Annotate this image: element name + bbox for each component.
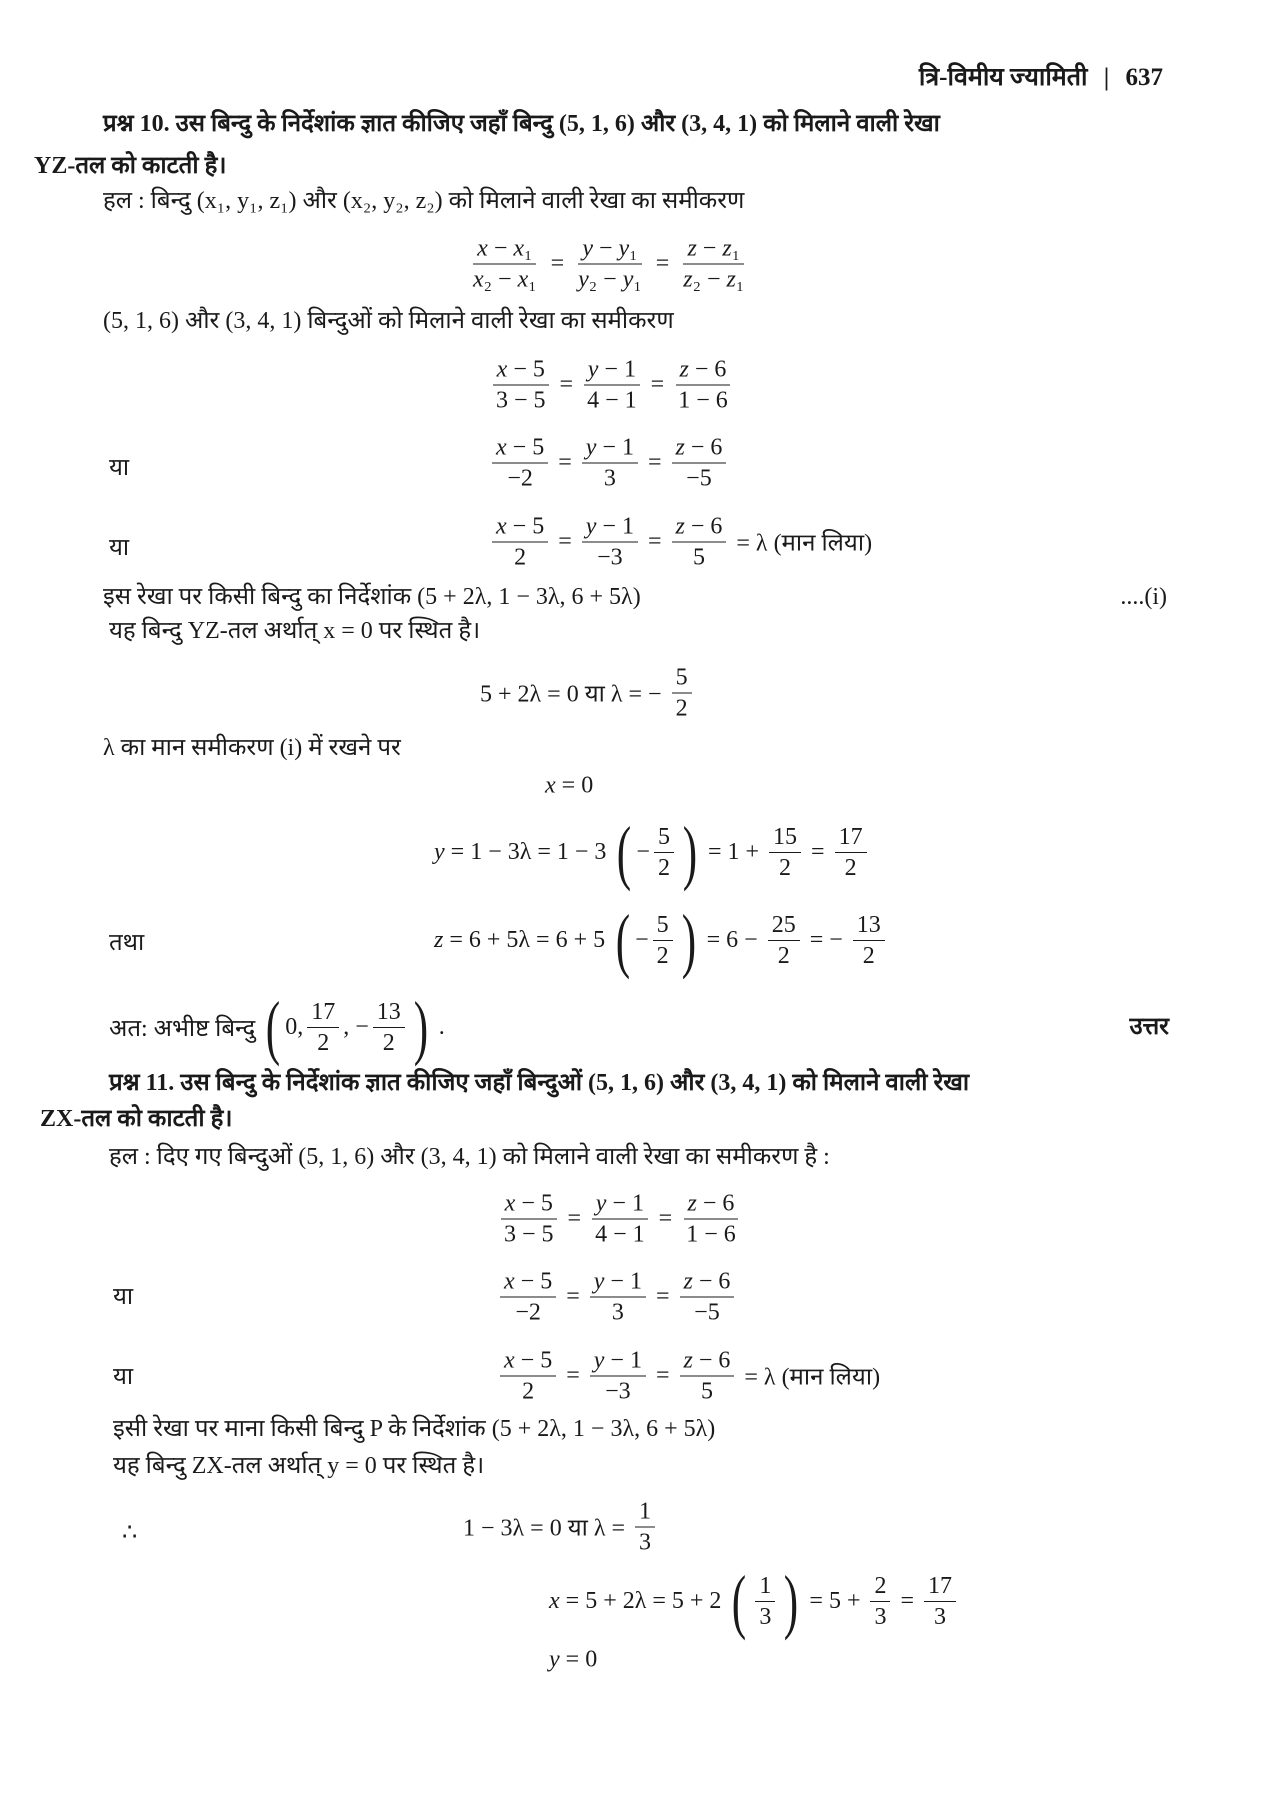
q11-therefore: ∴ [122, 1520, 138, 1546]
denominator: −5 [694, 1299, 720, 1326]
fraction [492, 512, 548, 573]
denominator: 5 [692, 544, 705, 571]
math-text: = − [809, 926, 843, 953]
right-paren: ) [784, 1561, 799, 1641]
math-variable: z [687, 235, 697, 262]
math-text: = [647, 449, 662, 476]
numerator: x − 5 [500, 1346, 556, 1377]
fraction [500, 1346, 556, 1407]
fraction [582, 512, 638, 573]
math-text: − [636, 838, 650, 865]
denominator: 3 − 5 [504, 1221, 554, 1248]
math-text: = λ (मान लिया) [744, 1364, 881, 1391]
fraction [373, 997, 405, 1058]
numerator: x − 5 [492, 433, 548, 464]
q11-solution-intro: हल : दिए गए बिन्दुओं (5, 1, 6) और (3, 4, 1) को मिलाने वाली रेखा का समीकरण है : [109, 1144, 830, 1170]
numerator: z − 6 [676, 355, 731, 386]
fraction [635, 1497, 655, 1558]
math-text: y = 1 − 3λ = 1 − 3 [434, 838, 607, 865]
math-variable: z [679, 356, 689, 383]
numerator: x − 5 [500, 1267, 556, 1298]
denominator: 3 [639, 1529, 652, 1556]
q10-eq4 [480, 663, 696, 724]
math-variable: x [496, 434, 507, 461]
denominator: 2 [777, 942, 790, 969]
numerator: y − 1 [584, 355, 640, 386]
denominator: −2 [507, 465, 533, 492]
q10-plane-statement: यह बिन्दु YZ-तल अर्थात् x = 0 पर स्थित है। [109, 618, 481, 644]
math-variable: x [504, 1268, 515, 1295]
numerator: 17 [307, 997, 339, 1028]
math-text: x = 5 + 2λ = 5 + 2 [549, 1587, 722, 1614]
q10-or-label-1: या [109, 455, 130, 481]
q11-eq6 [549, 1647, 597, 1674]
fraction [924, 1571, 956, 1632]
parenthesis-group [612, 812, 702, 892]
math-variable: x [473, 266, 484, 293]
q11-eq1 [496, 1189, 744, 1250]
denominator: 3 [934, 1603, 947, 1630]
denominator: 2 [657, 854, 670, 881]
math-variable: z [687, 1190, 697, 1217]
math-text: x = 0 [545, 772, 594, 799]
numerator: 17 [835, 822, 867, 853]
math-variable: y [622, 266, 634, 293]
math-text: . [438, 1013, 445, 1040]
q10-eq7 [434, 900, 889, 980]
fraction [582, 433, 638, 494]
denominator: 2 [675, 695, 688, 722]
chapter-title: त्रि-विमीय ज्यामिती [918, 64, 1088, 91]
q11-question-line2: ZX-तल को काटती है। [40, 1106, 233, 1132]
q10-eq3 [488, 512, 872, 573]
math-variable: x [496, 513, 507, 540]
parenthesis-group [727, 1561, 803, 1641]
numerator: 13 [853, 910, 885, 941]
fraction [853, 910, 885, 971]
math-text: = [658, 1205, 673, 1232]
numerator: 5 [672, 663, 692, 694]
left-paren: ( [266, 987, 281, 1067]
math-variable: y [434, 838, 445, 865]
math-text: = [655, 250, 670, 277]
denominator: 3 [759, 1603, 772, 1630]
q10-question-line1: प्रश्न 10. उस बिन्दु के निर्देशांक ज्ञात कीजिए जहाँ बिन्दु (5, 1, 6) और (3, 4, 1) को मिलाने वाली रेखा [103, 111, 940, 137]
numerator: y − 1 [590, 1346, 646, 1377]
math-text: = [558, 528, 572, 555]
math-variable: y [595, 1190, 607, 1217]
math-text: = [550, 250, 565, 277]
math-text: = [647, 528, 662, 555]
q10-and-label: तथा [109, 930, 145, 956]
q10-eq2 [488, 433, 730, 494]
math-variable: z [683, 266, 693, 293]
denominator: 1 − 6 [678, 387, 728, 414]
denominator: x₂ − x₁ [473, 266, 537, 293]
fraction [583, 355, 641, 416]
fraction [653, 910, 673, 971]
math-text: = [558, 449, 572, 476]
math-text: z = 6 + 5λ = 6 + 5 [434, 926, 606, 953]
paren-content [285, 997, 409, 1058]
numerator: 1 [755, 1571, 775, 1602]
numerator: y − 1 [582, 433, 638, 464]
q10-question-line2: YZ-तल को काटती है। [34, 153, 227, 179]
q11-general-point: इसी रेखा पर माना किसी बिन्दु P के निर्देशांक (5 + 2λ, 1 − 3λ, 6 + 5λ) [113, 1416, 716, 1442]
right-paren: ) [681, 900, 696, 980]
q10-eq1 [488, 355, 736, 416]
math-variable: y [585, 434, 597, 461]
numerator: z − 6 [684, 1189, 739, 1220]
q10-general-point: इस रेखा पर किसी बिन्दु का निर्देशांक (5 + 2λ, 1 − 3λ, 6 + 5λ) [103, 584, 641, 610]
math-variable: y [585, 513, 597, 540]
numerator: 5 [654, 822, 674, 853]
numerator: 1 [635, 1497, 655, 1528]
left-paren: ( [617, 812, 632, 892]
math-variable: y [578, 266, 589, 293]
math-variable: y [593, 1268, 605, 1295]
math-variable: z [683, 1347, 693, 1374]
math-text: 1 − 3λ = 0 या λ = [463, 1515, 626, 1542]
denominator: 2 [844, 854, 857, 881]
denominator: 2 [522, 1378, 535, 1405]
numerator: 15 [769, 822, 801, 853]
q11-or-label-2: या [113, 1364, 134, 1390]
fraction [492, 433, 548, 494]
math-text: = [811, 838, 825, 865]
numerator: z − 6 [672, 512, 727, 543]
page-header [919, 63, 1163, 93]
math-text: = [566, 1362, 580, 1389]
q11-plane-statement: यह बिन्दु ZX-तल अर्थात् y = 0 पर स्थित है। [113, 1453, 485, 1479]
denominator: 1 − 6 [686, 1221, 736, 1248]
denominator: −5 [686, 465, 712, 492]
q10-eq5 [545, 773, 593, 800]
numerator: 2 [870, 1571, 890, 1602]
denominator: 5 [700, 1378, 713, 1405]
math-text: = [655, 1283, 670, 1310]
math-variable: z [675, 513, 685, 540]
fraction [682, 1189, 740, 1250]
numerator: y − y₁ [578, 234, 641, 265]
math-variable: x [545, 772, 556, 799]
math-variable: x [477, 235, 488, 262]
fraction [590, 1267, 646, 1328]
fraction [680, 1267, 735, 1328]
parenthesis-group [611, 900, 701, 980]
q10-or-label-2: या [109, 535, 130, 561]
fraction [492, 355, 550, 416]
right-paren: ) [682, 812, 698, 892]
denominator: 4 − 1 [595, 1221, 645, 1248]
math-variable: z [434, 926, 444, 953]
math-variable: y [582, 235, 593, 262]
math-variable: y [593, 1347, 605, 1374]
math-variable: x [549, 1587, 560, 1614]
math-text: = 6 − [706, 926, 758, 953]
numerator: z − 6 [680, 1267, 735, 1298]
math-variable: x [496, 356, 508, 383]
numerator: z − z₁ [683, 234, 744, 265]
numerator: y − 1 [592, 1189, 648, 1220]
paren-content [635, 910, 677, 971]
math-variable: x [504, 1190, 516, 1217]
parenthesis-group [261, 987, 433, 1067]
fraction [654, 822, 674, 883]
numerator: 5 [653, 910, 673, 941]
denominator: −3 [597, 544, 623, 571]
fraction [870, 1571, 890, 1632]
fraction [672, 433, 727, 494]
math-text: = [559, 371, 574, 398]
math-text: = λ (मान लिया) [736, 530, 873, 557]
math-variable: y [587, 356, 599, 383]
q11-eq3 [496, 1346, 880, 1407]
numerator: z − 6 [680, 1346, 735, 1377]
q10-line-points: (5, 1, 6) और (3, 4, 1) बिन्दुओं को मिलाने वाली रेखा का समीकरण [103, 308, 674, 334]
numerator: x − 5 [501, 1189, 557, 1220]
fraction [591, 1189, 649, 1250]
left-paren: ( [732, 1561, 747, 1641]
denominator: z₂ − z₁ [683, 266, 745, 293]
left-paren: ( [615, 900, 631, 980]
numerator: z − 6 [672, 433, 727, 464]
numerator: 25 [768, 910, 800, 941]
math-text: = [566, 1283, 580, 1310]
math-text: = 5 + [809, 1587, 861, 1614]
q11-eq4 [463, 1497, 659, 1558]
fraction [769, 822, 801, 883]
q10-answer [109, 987, 445, 1067]
numerator: x − 5 [493, 355, 549, 386]
numerator: 13 [373, 997, 405, 1028]
paren-content [636, 822, 678, 883]
fraction [679, 234, 748, 295]
math-text: , − [343, 1013, 369, 1040]
paren-content [751, 1571, 779, 1632]
denominator: 3 [874, 1603, 887, 1630]
fraction [674, 355, 732, 416]
q10-eq-general [465, 234, 752, 295]
numerator: x − 5 [492, 512, 548, 543]
numerator: x − x₁ [473, 234, 536, 265]
fraction [672, 663, 692, 724]
q11-question-line1: प्रश्न 11. उस बिन्दु के निर्देशांक ज्ञात कीजिए जहाँ बिन्दुओं (5, 1, 6) और (3, 4, 1) को मिलाने वाली रेखा [109, 1070, 970, 1096]
denominator: y₂ − y₁ [578, 266, 642, 293]
fraction [680, 1346, 735, 1407]
denominator: 2 [514, 544, 527, 571]
denominator: 2 [779, 854, 792, 881]
numerator: y − 1 [582, 512, 638, 543]
q10-substitute: λ का मान समीकरण (i) में रखने पर [103, 735, 401, 761]
q11-eq5 [549, 1561, 960, 1641]
q10-eq-ref: ....(i) [1120, 584, 1167, 610]
numerator: 17 [924, 1571, 956, 1602]
math-text: y = 0 [549, 1646, 598, 1673]
q11-or-label-1: या [113, 1284, 134, 1310]
math-variable: z [683, 1268, 693, 1295]
fraction [755, 1571, 775, 1632]
denominator: 3 − 5 [496, 387, 546, 414]
q10-answer-label: उत्तर [1129, 1014, 1169, 1040]
header-separator: | [1103, 64, 1110, 91]
right-paren: ) [413, 987, 428, 1067]
denominator: 3 [603, 465, 616, 492]
math-variable: y [618, 235, 630, 262]
math-variable: x [504, 1347, 515, 1374]
math-text: − [635, 926, 649, 953]
fraction [500, 1267, 556, 1328]
math-text: अत: अभीष्ट बिन्दु [109, 1015, 256, 1042]
fraction [307, 997, 339, 1058]
math-variable: z [722, 235, 732, 262]
denominator: 2 [862, 942, 875, 969]
fraction [574, 234, 646, 295]
denominator: −2 [515, 1299, 541, 1326]
math-variable: x [517, 266, 529, 293]
denominator: −3 [605, 1378, 631, 1405]
math-variable: y [549, 1646, 560, 1673]
fraction [469, 234, 541, 295]
denominator: 3 [611, 1299, 624, 1326]
q10-eq6 [434, 812, 871, 892]
fraction [500, 1189, 558, 1250]
denominator: 2 [382, 1029, 395, 1056]
denominator: 2 [656, 942, 669, 969]
fraction [672, 512, 727, 573]
math-text: = [900, 1587, 915, 1614]
math-variable: x [513, 235, 525, 262]
math-text: = [650, 371, 665, 398]
math-variable: z [675, 434, 685, 461]
fraction [590, 1346, 646, 1407]
q11-eq2 [496, 1267, 738, 1328]
math-text: = [655, 1362, 670, 1389]
math-text: = [567, 1205, 582, 1232]
page-number: 637 [1125, 64, 1163, 91]
math-text: 5 + 2λ = 0 या λ = − [480, 681, 662, 708]
denominator: 4 − 1 [587, 387, 637, 414]
numerator: y − 1 [590, 1267, 646, 1298]
math-variable: z [726, 266, 736, 293]
denominator: 2 [317, 1029, 330, 1056]
q10-solution-intro: हल : बिन्दु (x₁, y₁, z₁) और (x₂, y₂, z₂) को मिलाने वाली रेखा का समीकरण [103, 188, 745, 214]
fraction [768, 910, 800, 971]
math-text: = 1 + [707, 838, 760, 865]
math-text: 0, [285, 1013, 304, 1040]
fraction [835, 822, 867, 883]
